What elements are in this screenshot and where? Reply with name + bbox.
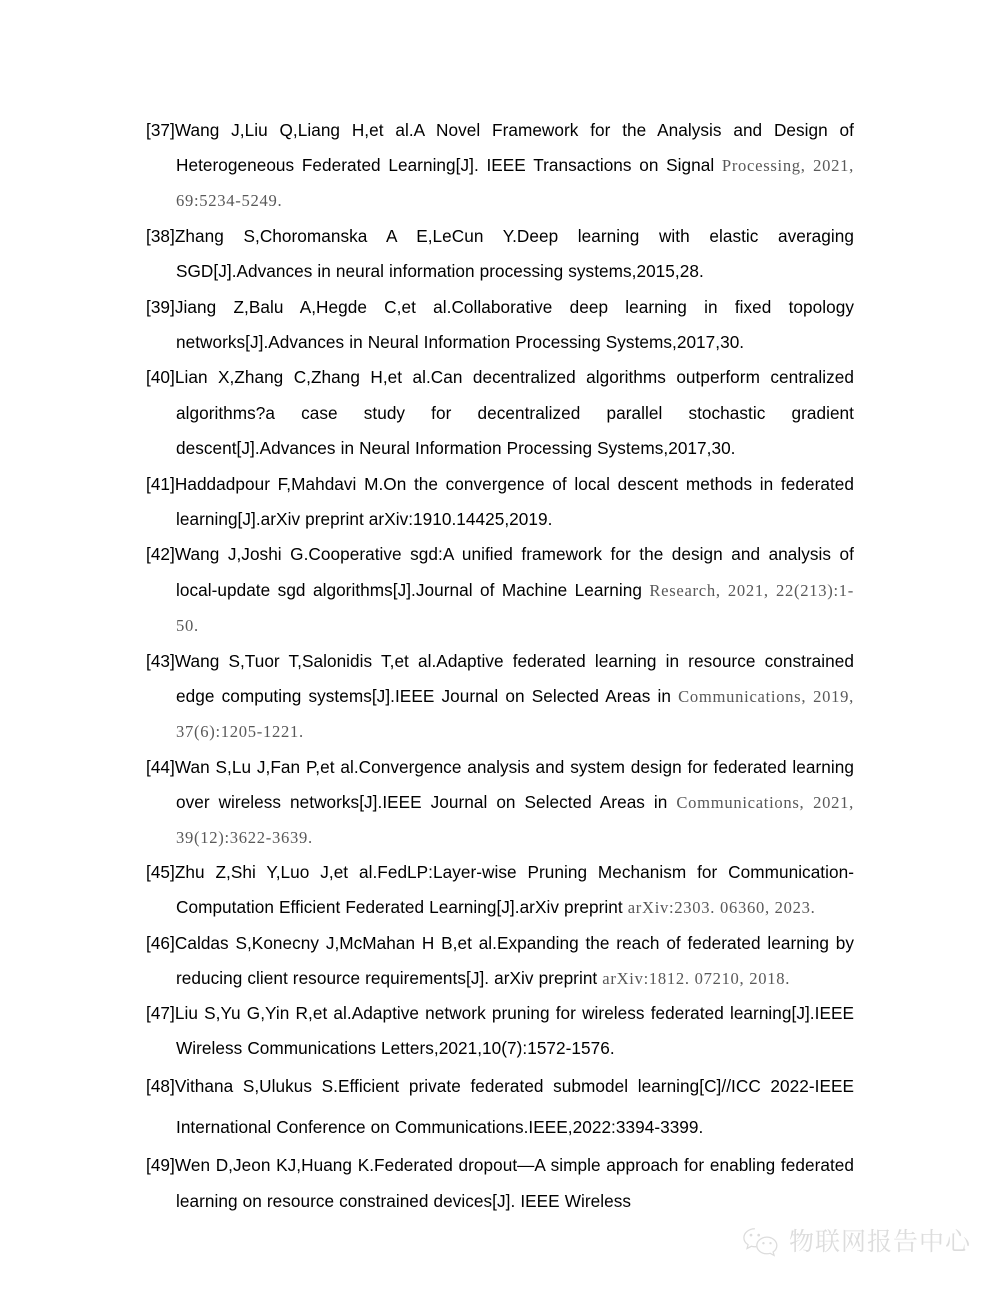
reference-text: Wang S,Tuor T,Salonidis T,et al.Adaptive federated learning in resource constrained edge computing systems[J].IEEE Journal on Selected Areas in (174, 651, 854, 707)
reference-number: [41] (146, 474, 175, 495)
reference-number: [45] (146, 862, 175, 883)
reference-number: [38] (146, 225, 175, 246)
reference-entry (146, 996, 854, 1066)
reference-text: Zhang S,Choromanska A E,LeCun Y.Deep learning with elastic averaging SGD[J].Advances in neural information processing systems,2015,28. (174, 225, 854, 281)
reference-number: [47] (146, 1003, 175, 1024)
reference-publication-detail: arXiv:1812. 07210, 2018. (602, 968, 791, 988)
reference-entry (146, 1148, 854, 1218)
reference-text: Vithana S,Ulukus S.Efficient private federated submodel learning[C]//ICC 2022-IEEE International Conference on Communications.IEEE,2022:3394-3399. (174, 1076, 854, 1138)
reference-text: Wen D,Jeon KJ,Huang K.Federated dropout—A simple approach for enabling federated learning on resource constrained devices[J]. IEEE Wireless (174, 1155, 854, 1211)
reference-entry (146, 219, 854, 289)
reference-text: Jiang Z,Balu A,Hegde C,et al.Collaborative deep learning in fixed topology networks[J].Advances in Neural Information Processing Systems,2017,30. (174, 297, 854, 353)
reference-list (146, 113, 854, 1219)
reference-text: Caldas S,Konecny J,McMahan H B,et al.Expanding the reach of federated learning by reducing client resource requirements[J]. arXiv preprint (174, 932, 854, 988)
reference-text: Haddadpour F,Mahdavi M.On the convergence of local descent methods in federated learning[J].arXiv preprint arXiv:1910.14425,2019. (174, 474, 854, 530)
reference-publication-detail: Research, 2021, 22(213):1-50. (176, 580, 854, 635)
reference-number: [48] (146, 1076, 175, 1097)
reference-publication-detail: Processing, 2021, 69:5234-5249. (176, 156, 855, 211)
reference-number: [44] (146, 756, 175, 777)
reference-entry (146, 926, 854, 996)
reference-publication-detail: Communications, 2019, 37(6):1205-1221. (176, 687, 854, 742)
reference-text: Wan S,Lu J,Fan P,et al.Convergence analysis and system design for federated learning over wireless networks[J].IEEE Journal on Selected Areas in (174, 756, 854, 812)
reference-publication-detail: arXiv:2303. 06360, 2023. (627, 898, 816, 918)
reference-entry (146, 855, 854, 925)
reference-number: [49] (146, 1155, 175, 1176)
reference-publication-detail: Communications, 2021, 39(12):3622-3639. (176, 792, 854, 848)
reference-entry (146, 290, 854, 360)
reference-text: Zhu Z,Shi Y,Luo J,et al.FedLP:Layer-wise Pruning Mechanism for Communication-Computation Efficient Federated Learning[J].arXiv preprint (174, 862, 854, 918)
reference-text: Wang J,Joshi G.Cooperative sgd:A unified framework for the design and analysis of local-update sgd algorithms[J].Journal of Machine Learning (174, 544, 854, 600)
reference-entry (146, 467, 854, 537)
footer-watermark (742, 1218, 972, 1266)
reference-entry (146, 360, 854, 466)
reference-text: Lian X,Zhang C,Zhang H,et al.Can decentralized algorithms outperform centralized algorithms?a case study for decentralized parallel stochastic gradient descent[J].Advances in Neural Information Processing Systems,2017,30. (174, 367, 854, 458)
reference-number: [43] (146, 651, 175, 672)
watermark-label: 物联网报告中心 (789, 1227, 972, 1256)
reference-entry (146, 644, 854, 750)
wechat-icon (742, 1226, 780, 1258)
reference-text: Wang J,Liu Q,Liang H,et al.A Novel Framework for the Analysis and Design of Heterogeneous Federated Learning[J]. IEEE Transactions on Signal (174, 120, 854, 176)
reference-number: [40] (146, 367, 175, 388)
reference-number: [37] (146, 120, 175, 140)
reference-entry (146, 750, 854, 856)
reference-text: Liu S,Yu G,Yin R,et al.Adaptive network pruning for wireless federated learning[J].IEEE Wireless Communications Letters,2021,10(7):1572-1576. (174, 1003, 854, 1059)
reference-number: [46] (146, 932, 175, 953)
reference-entry (146, 537, 854, 643)
reference-number: [39] (146, 297, 175, 318)
reference-entry (146, 113, 854, 219)
reference-entry (146, 1066, 854, 1148)
reference-number: [42] (146, 544, 175, 565)
